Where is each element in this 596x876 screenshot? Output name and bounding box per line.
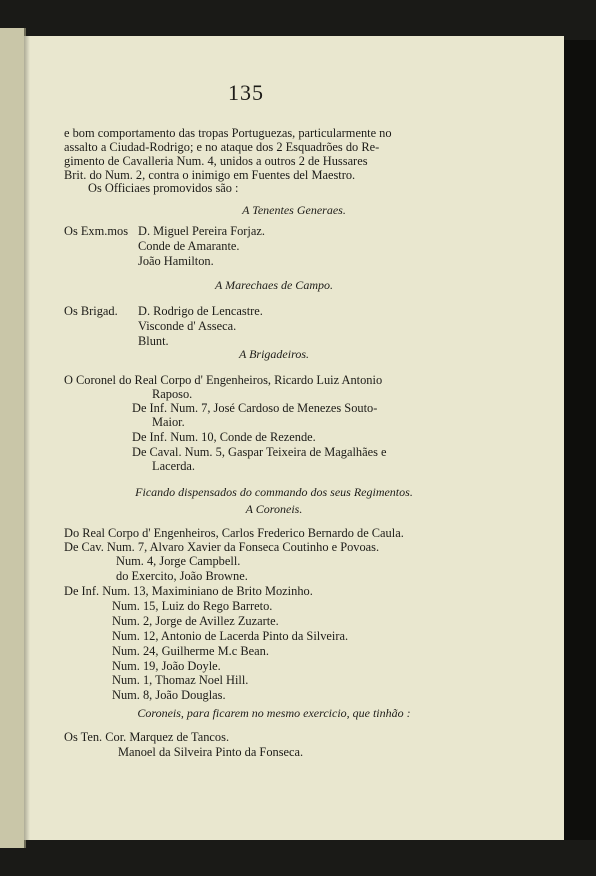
coroneis-line-1: Do Real Corpo d' Engenheiros, Carlos Frederico Bernardo de Caula. bbox=[64, 526, 404, 540]
heading-tenentes: A Tenentes Generaes. bbox=[242, 203, 346, 217]
coroneis-line-8: Num. 12, Antonio de Lacerda Pinto da Silveira. bbox=[112, 629, 349, 643]
intro-line-5: Os Officiaes promovidos são : bbox=[88, 181, 239, 195]
marechaes-prefix: Os Brigad. bbox=[64, 304, 118, 318]
facing-page-edge bbox=[0, 28, 26, 848]
intro-line-1: e bom comportamento das tropas Portuguezas, particularmente no bbox=[64, 126, 392, 140]
heading-coroneis: A Coroneis. bbox=[245, 502, 303, 516]
brigadeiros-line-1: O Coronel do Real Corpo d' Engenheiros, Ricardo Luiz Antonio bbox=[64, 373, 383, 387]
coroneis-line-10: Num. 19, João Doyle. bbox=[112, 659, 221, 673]
marechaes-name-3: Blunt. bbox=[138, 334, 169, 348]
heading-ficando: Ficando dispensados do commando dos seus Regimentos. bbox=[135, 485, 413, 499]
marechaes-name-2: Visconde d' Asseca. bbox=[138, 319, 237, 333]
coroneis-line-12: Num. 8, João Douglas. bbox=[112, 688, 226, 702]
tenentes-prefix: Os Exm.mos bbox=[64, 224, 129, 238]
tenentes-name-2: Conde de Amarante. bbox=[138, 239, 240, 253]
heading-brigadeiros: A Brigadeiros. bbox=[238, 347, 309, 361]
brigadeiros-line-4: Maior. bbox=[152, 415, 185, 429]
page-number: 135 bbox=[228, 80, 264, 105]
brigadeiros-line-7: Lacerda. bbox=[152, 459, 195, 473]
coroneis-line-9: Num. 24, Guilherme M.c Bean. bbox=[112, 644, 269, 658]
tenentes-name-1: D. Miguel Pereira Forjaz. bbox=[138, 224, 265, 238]
intro-line-4: Brit. do Num. 2, contra o inimigo em Fuentes del Maestro. bbox=[64, 168, 356, 182]
final-line-2: Manoel da Silveira Pinto da Fonseca. bbox=[118, 745, 304, 759]
intro-line-3: gimento de Cavalleria Num. 4, unidos a outros 2 de Hussares bbox=[64, 154, 368, 168]
brigadeiros-line-6: De Caval. Num. 5, Gaspar Teixeira de Magalhães e bbox=[132, 445, 387, 459]
page-edge-shadow bbox=[564, 40, 596, 840]
coroneis-line-3: Num. 4, Jorge Campbell. bbox=[116, 554, 241, 568]
marechaes-name-1: D. Rodrigo de Lencastre. bbox=[138, 304, 263, 318]
coroneis-line-2: De Cav. Num. 7, Alvaro Xavier da Fonseca Coutinho e Povoas. bbox=[64, 540, 380, 554]
coroneis-line-5: De Inf. Num. 13, Maximiniano de Brito Mozinho. bbox=[64, 584, 313, 598]
brigadeiros-line-3: De Inf. Num. 7, José Cardoso de Menezes Souto- bbox=[132, 401, 378, 415]
tenentes-name-3: João Hamilton. bbox=[138, 254, 214, 268]
coroneis-line-6: Num. 15, Luiz do Rego Barreto. bbox=[112, 599, 273, 613]
coroneis-line-11: Num. 1, Thomaz Noel Hill. bbox=[112, 673, 249, 687]
heading-marechaes: A Marechaes de Campo. bbox=[215, 278, 333, 292]
final-line-1: Os Ten. Cor. Marquez de Tancos. bbox=[64, 730, 230, 744]
coroneis-line-4: do Exercito, João Browne. bbox=[116, 569, 248, 583]
brigadeiros-line-5: De Inf. Num. 10, Conde de Rezende. bbox=[132, 430, 316, 444]
book-page bbox=[24, 36, 564, 840]
intro-line-2: assalto a Ciudad-Rodrigo; e no ataque dos 2 Esquadrões do Re- bbox=[64, 140, 380, 154]
coroneis-line-7: Num. 2, Jorge de Avillez Zuzarte. bbox=[112, 614, 279, 628]
heading-coroneis-exercicio: Coroneis, para ficarem no mesmo exercicio, que tinhão : bbox=[137, 706, 411, 720]
brigadeiros-line-2: Raposo. bbox=[152, 387, 193, 401]
